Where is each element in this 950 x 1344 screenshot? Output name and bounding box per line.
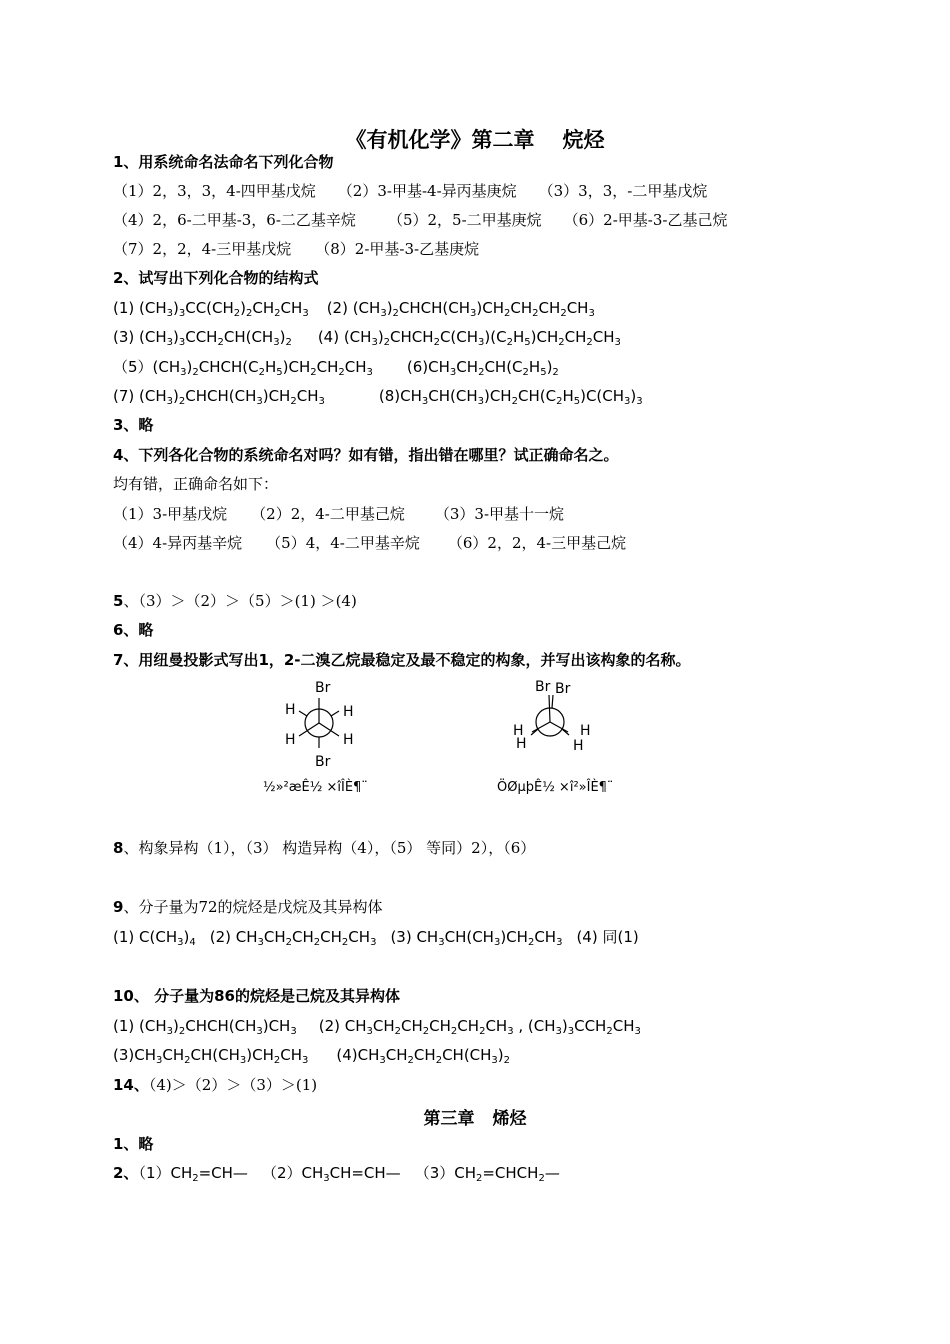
- q1-item: （6）2-甲基-3-乙基己烷: [563, 211, 728, 229]
- q4-item: （1）3-甲基戊烷: [113, 505, 228, 523]
- q1-item: （3）3，3，-二甲基戊烷: [538, 182, 708, 200]
- bond-front-top: [549, 695, 550, 722]
- caption-eclipsed: ÖØµþÊ½ ×î²»ÎÈ¶¨: [497, 780, 614, 795]
- q10-item: (2) $CH_3CH_2CH_2CH_2CH_2CH_3$ , $(CH_3)_3CCH_2CH_3$: [318, 1017, 641, 1037]
- q10-item: (1) $(CH_3)_2CHCH(CH_3)CH_3$: [113, 1017, 297, 1037]
- q1-item: （1）2，3，3，4-四甲基戊烷: [113, 182, 316, 200]
- q9-item: (1) $C(CH_3)_4$: [113, 928, 196, 948]
- q2-item: $(8)CH_3CH(CH_3)CH_2CH(C_2H_5)C(CH_3)_3$: [378, 387, 643, 407]
- q4-item: （6）2，2，4-三甲基己烷: [447, 534, 627, 552]
- caption-staggered: ½»²æÊ½ ×îÎÈ¶¨: [263, 780, 368, 795]
- label-left-1: H: [513, 723, 524, 739]
- bond-front-left: [299, 723, 319, 736]
- q9-item: (4) 同(1): [576, 928, 639, 946]
- q10-row1: [113, 1016, 641, 1036]
- q5-num: 5: [113, 592, 124, 610]
- newman-staggered: [275, 678, 375, 770]
- title-topic: 烷烃: [562, 127, 605, 152]
- label-back-bottom: Br: [315, 754, 331, 770]
- label-back-right: H: [343, 704, 354, 720]
- q4-intro: 均有错，正确命名如下：: [113, 475, 279, 493]
- ch3-q2-item: $(2)CH_3CH=CH—$: [261, 1164, 401, 1184]
- q9-item: (3) $CH_3CH(CH_3)CH_2CH_3$: [390, 928, 563, 948]
- q4-item: （2）2，4-二甲基己烷: [251, 505, 405, 523]
- q10-row2: [113, 1045, 510, 1065]
- newman-eclipsed: [505, 678, 605, 758]
- q2-heading: 2、试写出下列化合物的结构式: [113, 269, 319, 287]
- label-front-top: Br: [315, 680, 331, 696]
- q10-heading: 10、 分子量为86的烷烃是己烷及其异构体: [113, 987, 400, 1005]
- q2-item: (3) $(CH_3)_3CCH_2CH(CH_3)_2$: [113, 328, 292, 348]
- q2-item: $(5)(CH_3)_2CHCH(C_2H_5)CH_2CH_2CH_3$: [113, 358, 373, 378]
- label-front-left: H: [285, 732, 296, 748]
- chapter3-title-main: 第三章: [423, 1109, 475, 1129]
- ch3-q2-item: $(1)CH_2=CH—$: [138, 1164, 248, 1184]
- chapter3-title: [0, 1104, 950, 1129]
- q2-row4: [113, 386, 643, 406]
- q2-item: (7) $(CH_3)_2CHCH(CH_3)CH_2CH_3$: [113, 387, 325, 407]
- q5: [113, 591, 357, 611]
- bond-back-top: [552, 695, 553, 708]
- q9-item: (2) $CH_3CH_2CH_2CH_2CH_3$: [209, 928, 377, 948]
- q2-item: (4) $(CH_3)_2CHCH_2C(CH_3)(C_2H_5)CH_2CH_2CH_3$: [317, 328, 621, 348]
- label-back-top: Br: [555, 681, 571, 697]
- q1-item: （8）2-甲基-3-乙基庚烷: [315, 240, 480, 258]
- q8: [113, 838, 535, 858]
- q1-row3: [113, 239, 479, 259]
- q14-text: （4)＞（2）＞（3）＞(1): [148, 1076, 318, 1094]
- page-title: [0, 124, 950, 154]
- chapter3-topic: 烯烃: [492, 1109, 527, 1129]
- q8-text: 、构象异构（1），（3） 构造异构（4），（5） 等同）2），（6）: [123, 839, 536, 857]
- q10-item: $(3)CH_3CH_2CH(CH_3)CH_2CH_3$: [113, 1046, 309, 1066]
- title-main: 《有机化学》第二章: [345, 127, 535, 152]
- label-front-top: Br: [535, 679, 551, 695]
- q10-item: $(4)CH_3CH_2CH_2CH(CH_3)_2$: [336, 1046, 511, 1066]
- q1-row1: [113, 181, 707, 201]
- ch3-q2-item: $(3)CH_2=CHCH_2—$: [414, 1164, 560, 1184]
- bond-back-left: [299, 711, 307, 716]
- label-back-left: H: [285, 702, 296, 718]
- ch3-q2-num: 2、: [113, 1164, 139, 1182]
- q9-text: 、分子量为72的烷烃是戊烷及其异构体: [123, 898, 383, 916]
- q8-num: 8: [113, 839, 124, 857]
- q5-text: 、（3）＞（2）＞（5）＞(1) ＞(4): [123, 592, 357, 610]
- q9-num: 9: [113, 898, 124, 916]
- label-front-right: H: [343, 732, 354, 748]
- q2-item: (2) $(CH_3)_2CHCH(CH_3)CH_2CH_2CH_2CH_3$: [326, 299, 595, 319]
- q2-row2: [113, 327, 621, 347]
- q3-heading: 3、略: [113, 416, 154, 434]
- q14: [113, 1075, 317, 1095]
- q4-item: （4）4-异丙基辛烷: [113, 534, 243, 552]
- q1-row2: [113, 210, 727, 230]
- bond-front-left: [532, 722, 550, 732]
- q9-row: [113, 927, 639, 947]
- q6-heading: 6、略: [113, 621, 154, 639]
- q2-item: $(6)CH_3CH_2CH(C_2H_5)_2$: [406, 358, 559, 378]
- q4-item: （3）3-甲基十一烷: [434, 505, 565, 523]
- q1-item: （4）2，6-二甲基-3，6-二乙基辛烷: [113, 211, 356, 229]
- q4-row2: [113, 533, 626, 553]
- q4-item: （5）4，4-二甲基辛烷: [266, 534, 420, 552]
- label-right-2: H: [573, 738, 584, 754]
- q2-item: (1) $(CH_3)_3CC(CH_2)_2CH_2CH_3$: [113, 299, 309, 319]
- q7-heading: 7、用纽曼投影式写出1，2-二溴乙烷最稳定及最不稳定的构象，并写出该构象的名称。: [113, 651, 691, 669]
- q4-heading: 4、下列各化合物的系统命名对吗？如有错，指出错在哪里？试正确命名之。: [113, 446, 619, 464]
- q1-item: （5）2，5-二甲基庚烷: [387, 211, 542, 229]
- bond-front-right: [319, 723, 339, 736]
- ch3-q1: 1、略: [113, 1135, 154, 1153]
- q1-item: （2）3-甲基-4-异丙基庚烷: [337, 182, 517, 200]
- q4-row1: [113, 504, 564, 524]
- label-left-2: H: [516, 736, 527, 752]
- q14-num: 14、: [113, 1076, 149, 1094]
- bond-back-right: [331, 711, 339, 716]
- label-right-1: H: [580, 723, 591, 739]
- ch3-q2: [113, 1163, 560, 1183]
- q1-heading: 1、用系统命名法命名下列化合物: [113, 153, 334, 171]
- q9: [113, 897, 383, 917]
- q2-row1: [113, 298, 595, 318]
- q2-row3: [113, 357, 559, 377]
- bond-front-right: [550, 722, 568, 732]
- q1-item: （7）2，2，4-三甲基戊烷: [113, 240, 292, 258]
